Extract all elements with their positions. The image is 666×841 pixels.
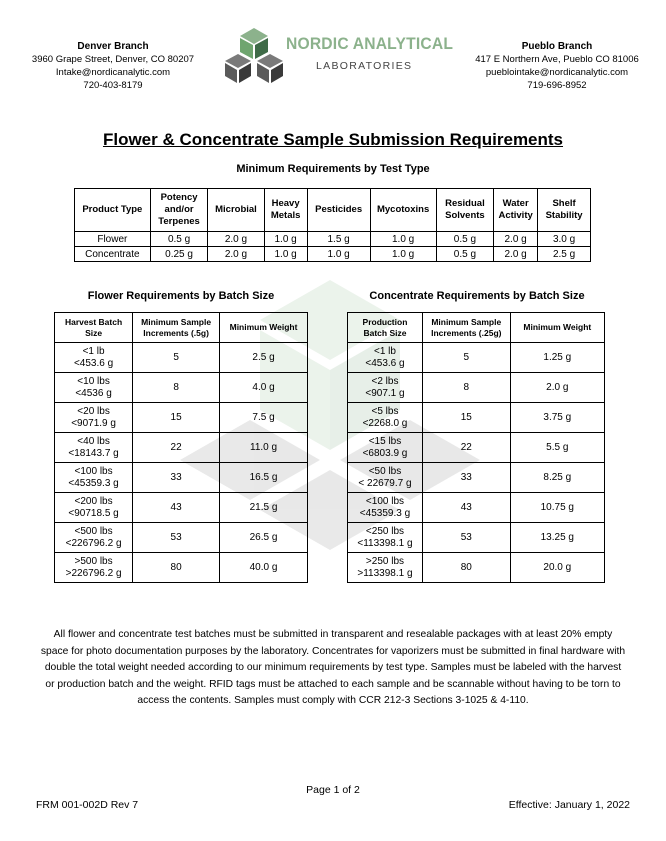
batch-size-grams: < 22679.7 g xyxy=(358,477,412,489)
test-type-requirements-table xyxy=(74,188,591,262)
table-row xyxy=(75,232,591,247)
sample-increments-cell: 22 xyxy=(133,433,220,463)
batch-size-lbs: >500 lbs xyxy=(74,555,113,567)
cube-cluster-icon xyxy=(224,26,284,86)
company-logo xyxy=(224,26,454,86)
sample-increments-cell: 15 xyxy=(422,403,510,433)
logo-subtitle: LABORATORIES xyxy=(316,60,413,72)
batch-size-lbs: <10 lbs xyxy=(77,375,110,387)
minimum-weight-cell: 40.0 g xyxy=(220,553,308,583)
sample-increments-cell: 22 xyxy=(422,433,510,463)
minimum-weight-cell: 3.75 g xyxy=(510,403,604,433)
table-row xyxy=(55,403,308,433)
table-row xyxy=(348,403,605,433)
batch-size-grams: <90718.5 g xyxy=(68,507,119,519)
batch-size-cell xyxy=(55,343,133,373)
minimum-weight-cell: 11.0 g xyxy=(220,433,308,463)
header-harvest-batch-size: Harvest Batch Size xyxy=(55,313,133,343)
batch-size-cell xyxy=(55,463,133,493)
batch-size-lbs: <20 lbs xyxy=(77,405,110,417)
header-min-sample-increments: Minimum Sample Increments (.5g) xyxy=(133,313,220,343)
batch-size-grams: <113398.1 g xyxy=(357,537,413,549)
batch-size-lbs: <100 lbs xyxy=(74,465,113,477)
table-cell: 2.0 g xyxy=(208,247,264,262)
table-cell: 3.0 g xyxy=(538,232,591,247)
flower-batch-table-title: Flower Requirements by Batch Size xyxy=(87,290,275,302)
table-row xyxy=(55,553,308,583)
batch-size-cell xyxy=(348,523,423,553)
batch-size-grams: <45359.3 g xyxy=(68,477,119,489)
minimum-weight-cell: 20.0 g xyxy=(510,553,604,583)
batch-size-grams: >226796.2 g xyxy=(65,567,122,579)
minimum-weight-cell: 21.5 g xyxy=(220,493,308,523)
batch-size-cell xyxy=(55,553,133,583)
table-row xyxy=(55,523,308,553)
batch-size-cell xyxy=(348,403,423,433)
header-pesticides: Pesticides xyxy=(307,189,370,232)
concentrate-batch-table-title: Concentrate Requirements by Batch Size xyxy=(369,290,585,302)
pueblo-branch-address: 417 E Northern Ave, Pueblo CO 81006 xyxy=(475,54,639,65)
minimum-weight-cell: 4.0 g xyxy=(220,373,308,403)
table-row xyxy=(348,343,605,373)
flower-batch-table xyxy=(54,312,308,583)
batch-size-lbs: >250 lbs xyxy=(365,555,405,567)
table-header-row xyxy=(75,189,591,232)
pueblo-branch-info xyxy=(462,40,652,92)
table-cell: 0.5 g xyxy=(436,232,493,247)
denver-branch-phone: 720-403-8179 xyxy=(83,80,143,91)
batch-size-cell xyxy=(55,373,133,403)
sample-increments-cell: 5 xyxy=(133,343,220,373)
batch-size-cell xyxy=(348,373,423,403)
table-cell: 0.5 g xyxy=(436,247,493,262)
batch-size-cell xyxy=(55,523,133,553)
table-row xyxy=(348,553,605,583)
pueblo-branch-phone: 719-696-8952 xyxy=(527,80,587,91)
minimum-weight-cell: 2.5 g xyxy=(220,343,308,373)
batch-size-lbs: <50 lbs xyxy=(368,465,402,477)
sample-increments-cell: 43 xyxy=(133,493,220,523)
batch-size-cell xyxy=(348,343,423,373)
batch-size-cell xyxy=(348,433,423,463)
batch-size-cell xyxy=(55,403,133,433)
table-cell: 2.5 g xyxy=(538,247,591,262)
table-row xyxy=(55,463,308,493)
test-type-table-title: Minimum Requirements by Test Type xyxy=(236,163,430,175)
form-number: FRM 001-002D Rev 7 xyxy=(36,799,139,811)
header-heavy-metals: Heavy Metals xyxy=(264,189,307,232)
batch-size-lbs: <40 lbs xyxy=(77,435,110,447)
table-row xyxy=(348,373,605,403)
batch-size-lbs: <15 lbs xyxy=(368,435,402,447)
minimum-weight-cell: 13.25 g xyxy=(510,523,604,553)
batch-size-cell xyxy=(55,493,133,523)
batch-size-cell xyxy=(348,553,423,583)
batch-size-lbs: <500 lbs xyxy=(74,525,113,537)
batch-size-lbs: <2 lbs xyxy=(371,375,399,387)
denver-branch-email: Intake@nordicanalytic.com xyxy=(55,67,171,78)
table-cell: 2.0 g xyxy=(208,232,264,247)
sample-increments-cell: 15 xyxy=(133,403,220,433)
batch-size-lbs: <1 lb xyxy=(82,345,105,357)
table-cell: Concentrate xyxy=(75,247,151,262)
batch-size-grams: <2268.0 g xyxy=(362,417,408,429)
sample-increments-cell: 53 xyxy=(422,523,510,553)
denver-branch-info xyxy=(22,40,204,92)
concentrate-batch-table xyxy=(347,312,605,583)
sample-increments-cell: 53 xyxy=(133,523,220,553)
sample-increments-cell: 80 xyxy=(422,553,510,583)
batch-size-grams: <6803.9 g xyxy=(362,447,408,459)
header-shelf-stability: Shelf Stability xyxy=(538,189,591,232)
pueblo-branch-name: Pueblo Branch xyxy=(521,41,593,52)
table-row xyxy=(75,247,591,262)
batch-size-grams: <907.1 g xyxy=(365,387,405,399)
batch-size-lbs: <200 lbs xyxy=(74,495,113,507)
table-cell: 0.25 g xyxy=(150,247,208,262)
header-residual-solvents: Residual Solvents xyxy=(436,189,493,232)
effective-date: Effective: January 1, 2022 xyxy=(508,799,630,811)
batch-size-cell xyxy=(55,433,133,463)
minimum-weight-cell: 2.0 g xyxy=(510,373,604,403)
table-cell: 1.0 g xyxy=(264,232,307,247)
batch-size-grams: >113398.1 g xyxy=(357,567,413,579)
page-number: Page 1 of 2 xyxy=(306,784,360,796)
minimum-weight-cell: 1.25 g xyxy=(510,343,604,373)
minimum-weight-cell: 26.5 g xyxy=(220,523,308,553)
sample-increments-cell: 33 xyxy=(422,463,510,493)
denver-branch-address: 3960 Grape Street, Denver, CO 80207 xyxy=(31,54,195,65)
table-cell: Flower xyxy=(75,232,151,247)
header-microbial: Microbial xyxy=(208,189,264,232)
batch-size-cell xyxy=(348,493,423,523)
minimum-weight-cell: 8.25 g xyxy=(510,463,604,493)
table-row xyxy=(55,373,308,403)
minimum-weight-cell: 10.75 g xyxy=(510,493,604,523)
header-min-sample-increments: Minimum Sample Increments (.25g) xyxy=(422,313,510,343)
table-row xyxy=(348,523,605,553)
header-product-type: Product Type xyxy=(75,189,151,232)
sample-increments-cell: 80 xyxy=(133,553,220,583)
header-min-weight: Minimum Weight xyxy=(220,313,308,343)
table-cell: 1.0 g xyxy=(370,232,436,247)
batch-size-cell xyxy=(348,463,423,493)
table-cell: 2.0 g xyxy=(494,247,538,262)
minimum-weight-cell: 5.5 g xyxy=(510,433,604,463)
table-row xyxy=(348,463,605,493)
batch-size-lbs: <5 lbs xyxy=(371,405,399,417)
table-cell: 0.5 g xyxy=(150,232,208,247)
table-header-row xyxy=(55,313,308,343)
header-min-weight: Minimum Weight xyxy=(510,313,604,343)
table-row xyxy=(55,493,308,523)
batch-size-grams: <453.6 g xyxy=(365,357,405,369)
sample-increments-cell: 8 xyxy=(422,373,510,403)
batch-size-grams: <453.6 g xyxy=(73,357,114,369)
table-cell: 1.5 g xyxy=(307,232,370,247)
batch-size-lbs: <250 lbs xyxy=(365,525,405,537)
table-header-row xyxy=(348,313,605,343)
batch-size-grams: <9071.9 g xyxy=(71,417,116,429)
sample-increments-cell: 33 xyxy=(133,463,220,493)
batch-size-grams: <4536 g xyxy=(75,387,112,399)
table-cell: 1.0 g xyxy=(307,247,370,262)
batch-size-lbs: <1 lb xyxy=(373,345,396,357)
submission-instructions: All flower and concentrate test batches must be submitted in transparent and resealable packages with at least 20% empty space for photo documentation purposes by the laboratory. Concentrates for vaporizers must be submitted in final hardware with double the total weight needed according to our minimum requirements by test type. Samples must be labeled with the harvest or production batch and the weight. RFID tags must be attached to each sample and be scannable without having to be torn to access the contents. Samples must comply with CCR 212-3 Sections 3-1025 & 4-110. xyxy=(40,629,626,706)
batch-size-grams: <226796.2 g xyxy=(65,537,122,549)
header-water-activity: Water Activity xyxy=(494,189,538,232)
table-row xyxy=(348,433,605,463)
sample-increments-cell: 5 xyxy=(422,343,510,373)
header-potency: Potency and/or Terpenes xyxy=(150,189,208,232)
table-cell: 1.0 g xyxy=(370,247,436,262)
batch-size-grams: <18143.7 g xyxy=(68,447,119,459)
sample-increments-cell: 8 xyxy=(133,373,220,403)
batch-size-lbs: <100 lbs xyxy=(365,495,405,507)
table-cell: 1.0 g xyxy=(264,247,307,262)
logo-name: NORDIC ANALYTICAL xyxy=(286,34,454,53)
table-cell: 2.0 g xyxy=(494,232,538,247)
table-row xyxy=(55,433,308,463)
table-row xyxy=(55,343,308,373)
header-mycotoxins: Mycotoxins xyxy=(370,189,436,232)
pueblo-branch-email: pueblointake@nordicanalytic.com xyxy=(485,67,629,78)
minimum-weight-cell: 16.5 g xyxy=(220,463,308,493)
header-production-batch-size: Production Batch Size xyxy=(348,313,423,343)
minimum-weight-cell: 7.5 g xyxy=(220,403,308,433)
page-title: Flower & Concentrate Sample Submission Requirements xyxy=(102,130,564,149)
sample-increments-cell: 43 xyxy=(422,493,510,523)
table-row xyxy=(348,493,605,523)
batch-size-grams: <45359.3 g xyxy=(359,507,411,519)
denver-branch-name: Denver Branch xyxy=(77,41,149,52)
